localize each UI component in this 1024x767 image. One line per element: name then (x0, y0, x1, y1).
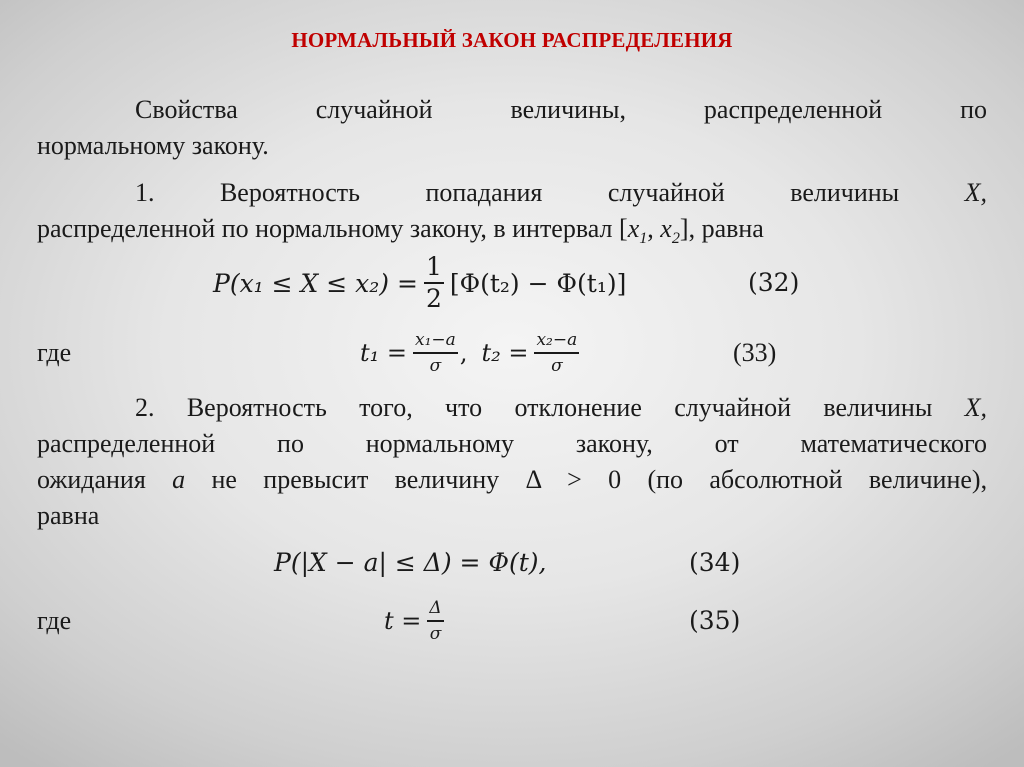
word: Свойства (135, 95, 238, 124)
word: нормальному (365, 429, 515, 458)
word: отклонение (514, 393, 642, 422)
numerator: x₁−a (413, 328, 458, 354)
word: абсолютной (709, 465, 843, 494)
var-a: a (172, 465, 186, 494)
word: 2. (135, 393, 155, 422)
intro-line-1 (135, 92, 987, 128)
formula-lhs: P(x₁ ≤ X ≤ x₂) = (213, 268, 418, 298)
denominator: σ (429, 356, 442, 376)
sub: 1 (639, 230, 648, 248)
formula-33 (360, 322, 579, 384)
word: распределенной (703, 95, 883, 124)
word: того, (359, 393, 413, 422)
denominator: σ (429, 624, 442, 644)
word: от (714, 429, 739, 458)
page-title: НОРМАЛЬНЫЙ ЗАКОН РАСПРЕДЕЛЕНИЯ (291, 28, 733, 52)
prop2-line-1 (135, 390, 987, 426)
prop2-line-4: равна (37, 501, 100, 530)
word: величины (823, 393, 933, 422)
word: случайной (607, 178, 725, 207)
word: ожидания (37, 465, 146, 494)
delta-inequality: Δ > 0 (525, 465, 622, 494)
word: величине), (868, 465, 988, 494)
word: попадания (425, 178, 543, 207)
var-x: x (627, 214, 640, 243)
prop2-line-3 (37, 462, 987, 498)
numerator: 1 (424, 252, 444, 284)
where-label-2: где (37, 606, 72, 635)
separator: , (459, 339, 468, 367)
word: математического (800, 429, 988, 458)
formula-35 (384, 590, 444, 652)
numerator: x₂−a (534, 328, 579, 354)
denominator: 2 (425, 284, 442, 313)
word: превысит (263, 465, 369, 494)
word: по (277, 429, 304, 458)
text-part: ], равна (679, 214, 764, 243)
equation-number-33: (33) (733, 338, 777, 367)
equation-number-35: (35) (689, 606, 741, 635)
sub: 2 (671, 230, 680, 248)
where-label-1: где (37, 338, 72, 367)
prop1-line-1 (135, 175, 987, 211)
equation-number-32: (32) (748, 268, 800, 297)
prop2-line-2 (37, 426, 987, 462)
numerator: Δ (427, 596, 443, 622)
fraction-t2 (534, 328, 579, 378)
word: величины, (510, 95, 626, 124)
word: случайной (674, 393, 792, 422)
word: не (211, 465, 237, 494)
var-x: x (660, 214, 672, 243)
t1-lhs: t₁ = (360, 339, 408, 367)
fraction (424, 252, 444, 314)
intro-line-2: нормальному закону. (37, 131, 269, 160)
word: что (445, 393, 483, 422)
word: величины (790, 178, 900, 207)
word: величину (394, 465, 500, 494)
word-x: X, (964, 393, 988, 422)
denominator: σ (551, 356, 563, 376)
formula-32 (213, 248, 626, 318)
t2-lhs: t₂ = (481, 339, 529, 367)
text-part: , (647, 214, 661, 243)
t-lhs: t = (384, 607, 422, 635)
formula-34: P(|X − a| ≤ Δ) = Φ(t), (274, 548, 547, 577)
word: Вероятность (186, 393, 327, 422)
word: Вероятность (219, 178, 360, 207)
word: случайной (315, 95, 433, 124)
text-part: распределенной по нормальному закону, в интервал [ (37, 214, 628, 243)
formula-rhs: [Φ(t₂) − Φ(t₁)] (449, 268, 627, 298)
word: 1. (135, 178, 155, 207)
word-x: X, (964, 178, 988, 207)
fraction-t (427, 596, 443, 646)
word: закону, (575, 429, 653, 458)
word: (по (647, 465, 684, 494)
word: по (960, 95, 987, 124)
word: распределенной (37, 429, 216, 458)
fraction-t1 (413, 328, 458, 378)
equation-number-34: (34) (689, 548, 741, 577)
